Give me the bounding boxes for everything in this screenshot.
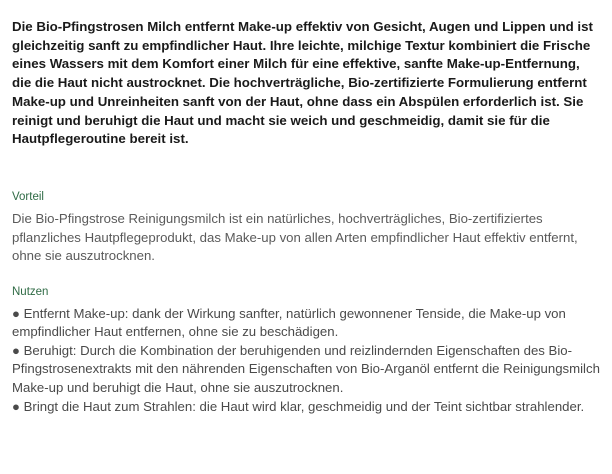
benefit-list [12,305,600,417]
nutzen-heading: Nutzen [12,285,49,298]
intro-paragraph: Die Bio-Pfingstrosen Milch entfernt Make-up effektiv von Gesicht, Augen und Lippen und ist gleichzeitig sanft zu empfindlicher Haut. Ihre leichte, milchige Textur kombiniert die Frische eines Wassers mit dem Komfort einer Milch für eine effektive, sanfte Make-up-Entfernung, die die Haut nicht austrocknet. Die hochverträgliche, Bio-zertifizierte Formulierung entfernt Make-up und Unreinheiten sanft von der Haut, ohne dass ein Abspülen erforderlich ist. Sie reinigt und beruhigt die Haut und macht sie weich und geschmeidig, damit sie für die Hautpflegeroutine bereit ist. [12,19,593,147]
benefit-item-makeup: ● Entfernt Make-up: dank der Wirkung sanfter, natürlich gewonnener Tenside, die Make-up von empfindlicher Haut entfernen, ohne sie zu beschädigen. [12,305,566,340]
benefit-item-beruhigt: ● Beruhigt: Durch die Kombination der beruhigenden und reizlindernden Eigenschaften des Bio-Pfingstrosenextrakts mit den nährenden Eigenschaften von Bio-Arganöl entfernt die Reinigungsmilch Make-up und beruhigt die Haut, ohne sie auszutrocknen. [12,342,600,396]
product-description [12,18,600,416]
vorteil-text: Die Bio-Pfingstrose Reinigungsmilch ist ein natürliches, hochverträgliches, Bio-zertifiziertes pflanzliches Hautpflegeprodukt, das Make-up von allen Arten empfindlicher Haut effektiv entfernt, ohne sie auszutrocknen. [12,210,578,264]
benefit-item-strahlen: ● Bringt die Haut zum Strahlen: die Haut wird klar, geschmeidig und der Teint sichtbar strahlender. [12,398,585,414]
vorteil-heading: Vorteil [12,190,44,203]
